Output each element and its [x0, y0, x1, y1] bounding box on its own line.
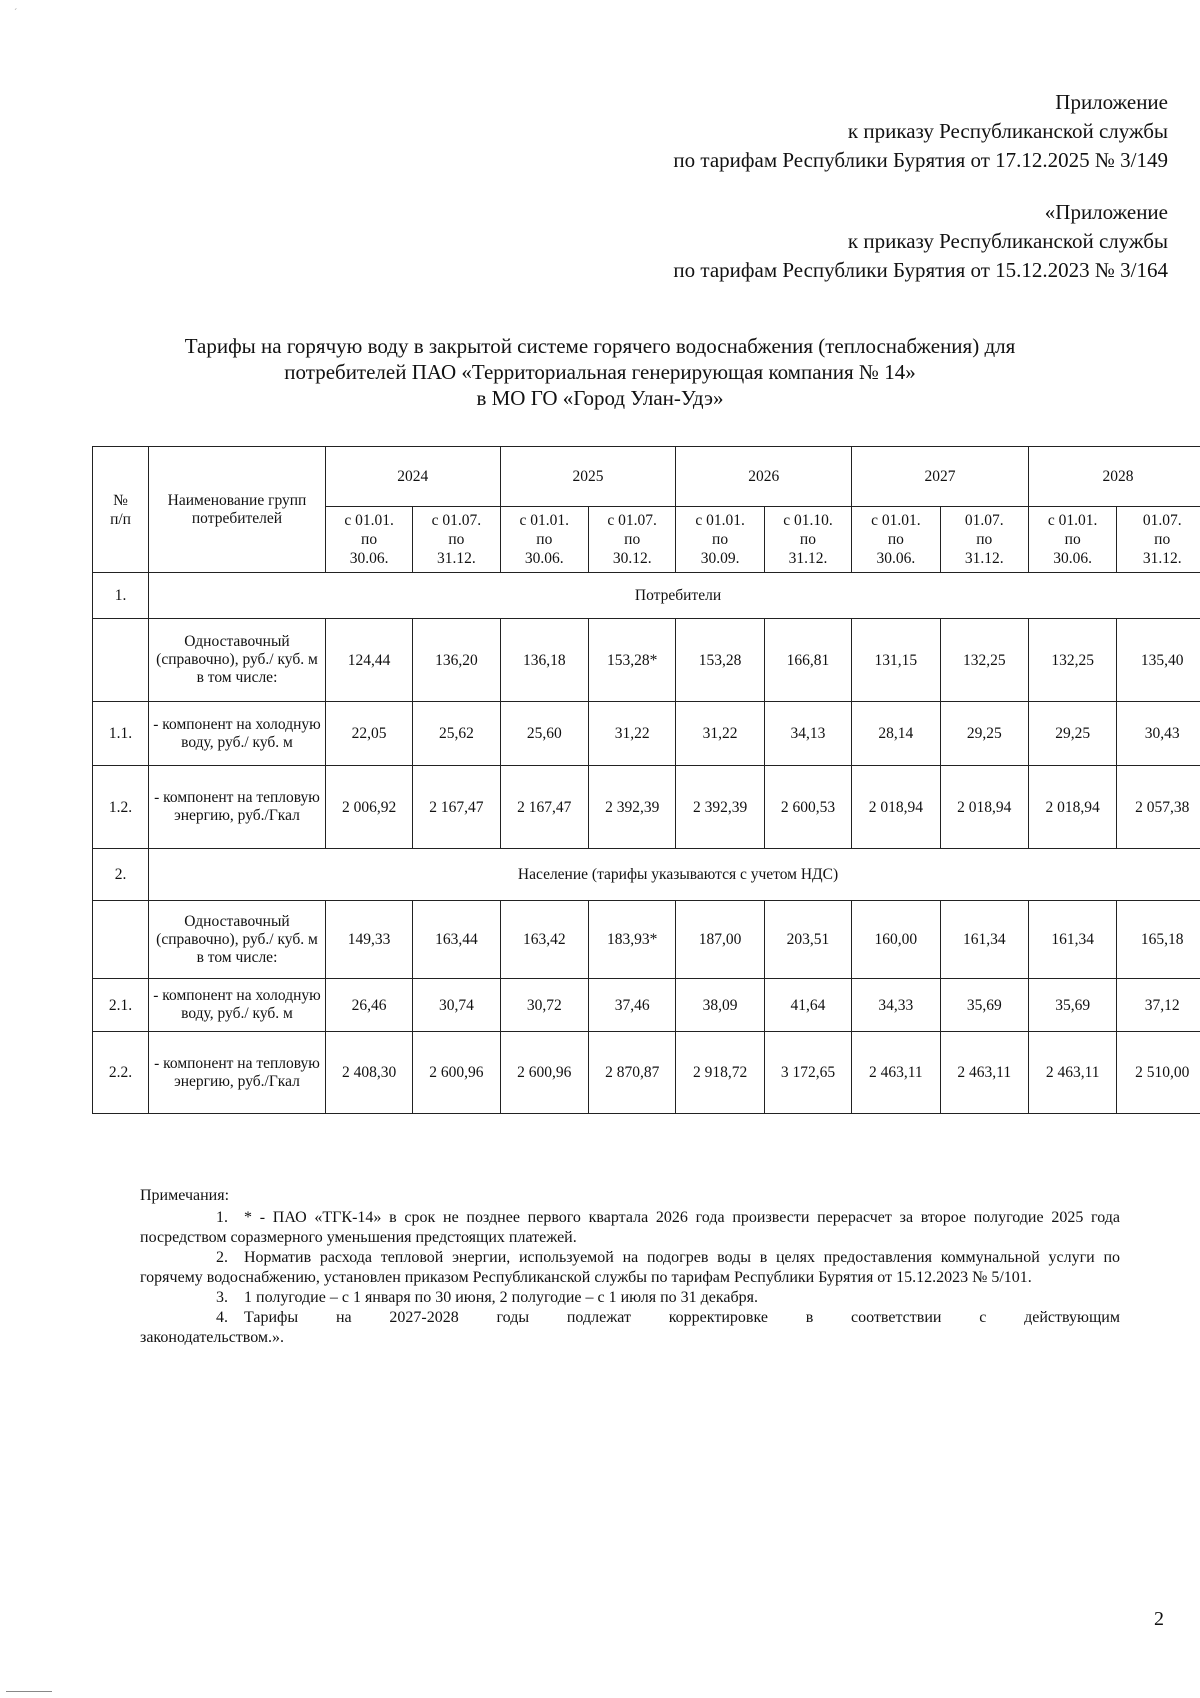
- period-line: по: [448, 531, 465, 548]
- tariff-value: 2 167,47: [413, 766, 500, 849]
- tariff-value: 187,00: [676, 901, 764, 979]
- tariff-value: 35,69: [940, 979, 1028, 1032]
- group-label: Население (тарифы указываются с учетом НДС): [149, 849, 1200, 901]
- tariff-value: 29,25: [1028, 702, 1116, 766]
- year-header: 2026: [676, 447, 852, 507]
- header-line: Приложение: [1055, 90, 1168, 114]
- note-4: 4. Тарифы на 2027-2028 годы подлежат корректировке в соответствии с действующим: [216, 1309, 1120, 1326]
- appendix-header-original: [673, 198, 1168, 285]
- row-number: 1.1.: [93, 702, 149, 766]
- tariff-value: 165,18: [1117, 901, 1200, 979]
- tariff-value: 136,20: [413, 619, 500, 702]
- tariff-value: 2 600,96: [500, 1032, 588, 1114]
- tariff-value: 166,81: [764, 619, 851, 702]
- period-line: по: [976, 531, 993, 548]
- tariff-value: 2 463,11: [940, 1032, 1028, 1114]
- row-name: - компонент на тепловую энергию, руб./Гкал: [149, 766, 326, 849]
- header-line: «Приложение: [1044, 200, 1168, 224]
- notes-section: [140, 1186, 1120, 1348]
- tariff-value: 163,42: [500, 901, 588, 979]
- tariff-value: 2 510,00: [1117, 1032, 1200, 1114]
- period-header: [500, 507, 588, 573]
- header-line: по тарифам Республики Бурятия от 17.12.2025 № 3/149: [673, 148, 1168, 172]
- tariff-value: 2 006,92: [325, 766, 412, 849]
- tariff-value: 160,00: [852, 901, 940, 979]
- row-name: - компонент на холодную воду, руб./ куб. м: [149, 702, 326, 766]
- period-line: с 01.01.: [344, 512, 394, 529]
- tariff-value: 183,93*: [589, 901, 676, 979]
- appendix-header-current: [673, 88, 1168, 175]
- tariff-value: 203,51: [764, 901, 851, 979]
- period-line: с 01.01.: [695, 512, 745, 529]
- period-line: с 01.07.: [607, 512, 657, 529]
- note-4-tail: законодательством.».: [140, 1329, 285, 1346]
- period-line: 31.12.: [964, 550, 1004, 567]
- note-3: 3. 1 полугодие – с 1 января по 30 июня, 2 полугодие – с 1 июля по 31 декабря.: [216, 1289, 759, 1306]
- tariff-value: 2 057,38: [1117, 766, 1200, 849]
- scan-edge-line: [6, 1691, 52, 1692]
- period-line: по: [712, 531, 729, 548]
- row-number: 2.2.: [93, 1032, 149, 1114]
- tariff-value: 29,25: [940, 702, 1028, 766]
- table-row: [93, 979, 1200, 1032]
- period-line: с 01.01.: [871, 512, 921, 529]
- tariff-value: 22,05: [325, 702, 412, 766]
- tariff-value: 41,64: [764, 979, 851, 1032]
- tariff-value: 37,12: [1117, 979, 1200, 1032]
- tariff-value: 2 870,87: [589, 1032, 676, 1114]
- tariff-value: 149,33: [325, 901, 412, 979]
- col-header-number: № п/п: [93, 447, 149, 573]
- period-line: 30.06.: [1053, 550, 1093, 567]
- tariff-value: 31,22: [676, 702, 764, 766]
- tariff-value: 37,46: [589, 979, 676, 1032]
- period-line: 01.07.: [964, 512, 1004, 529]
- period-line: с 01.10.: [783, 512, 833, 529]
- tariff-value: 3 172,65: [764, 1032, 851, 1114]
- tariff-value: 2 167,47: [500, 766, 588, 849]
- period-line: 30.12.: [612, 550, 652, 567]
- title-line: потребителей ПАО «Территориальная генерирующая компания № 14»: [284, 360, 916, 384]
- tariff-value: 25,60: [500, 702, 588, 766]
- row-number: 2.: [93, 849, 149, 901]
- group-row: [93, 849, 1200, 901]
- tariff-value: 163,44: [413, 901, 500, 979]
- period-header: [676, 507, 764, 573]
- page-number: 2: [1154, 1608, 1164, 1630]
- tariff-value: 161,34: [1028, 901, 1116, 979]
- period-line: 31.12.: [788, 550, 828, 567]
- year-header: 2028: [1028, 447, 1200, 507]
- period-line: по: [1154, 531, 1171, 548]
- tariff-value: 135,40: [1117, 619, 1200, 702]
- period-line: с 01.01.: [519, 512, 570, 529]
- period-line: по: [799, 531, 816, 548]
- tariff-value: 153,28: [676, 619, 764, 702]
- tariff-value: 132,25: [1028, 619, 1116, 702]
- note-1: 1. * - ПАО «ТГК-14» в срок не позднее первого квартала 2026 года произвести перерасчет за второе полугодие 2025 года посредством соразмерного уменьшения предстоящих платежей.: [140, 1209, 1120, 1246]
- header-line: к приказу Республиканской службы: [847, 229, 1168, 253]
- table-row: [93, 1032, 1200, 1114]
- table-row: [93, 901, 1200, 979]
- row-number: 1.2.: [93, 766, 149, 849]
- row-number: [93, 619, 149, 702]
- tariff-value: 31,22: [589, 702, 676, 766]
- tariff-value: 2 463,11: [852, 1032, 940, 1114]
- scan-mark: ´: [14, 8, 18, 19]
- row-number: 2.1.: [93, 979, 149, 1032]
- row-name: Одноставочный (справочно), руб./ куб. м в том числе:: [149, 619, 326, 702]
- tariff-value: 30,74: [413, 979, 500, 1032]
- title-line: Тарифы на горячую воду в закрытой системе горячего водоснабжения (теплоснабжения) для: [184, 334, 1016, 358]
- row-number: 1.: [93, 573, 149, 619]
- tariff-value: 2 392,39: [589, 766, 676, 849]
- tariff-value: 132,25: [940, 619, 1028, 702]
- tariff-value: 2 392,39: [676, 766, 764, 849]
- row-name: - компонент на холодную воду, руб./ куб. м: [149, 979, 326, 1032]
- period-line: по: [1064, 531, 1081, 548]
- tariff-value: 38,09: [676, 979, 764, 1032]
- table-row: [93, 619, 1200, 702]
- period-header: [1117, 507, 1200, 573]
- period-line: 30.06.: [524, 550, 564, 567]
- period-line: по: [887, 531, 904, 548]
- tariff-value: 30,43: [1117, 702, 1200, 766]
- title-line: в МО ГО «Город Улан-Удэ»: [476, 386, 724, 410]
- period-header: [1028, 507, 1116, 573]
- tariff-value: 2 600,53: [764, 766, 851, 849]
- tariff-value: 131,15: [852, 619, 940, 702]
- header-line: по тарифам Республики Бурятия от 15.12.2023 № 3/164: [673, 258, 1168, 282]
- period-line: по: [361, 531, 378, 548]
- period-line: по: [624, 531, 641, 548]
- tariff-value: 34,33: [852, 979, 940, 1032]
- document-title: [80, 333, 1120, 411]
- tariff-value: 153,28*: [589, 619, 676, 702]
- group-label: Потребители: [149, 573, 1200, 619]
- tariff-table: [92, 446, 1200, 1114]
- table-row: [93, 702, 1200, 766]
- tariff-value: 2 600,96: [413, 1032, 500, 1114]
- tariff-value: 30,72: [500, 979, 588, 1032]
- tariff-value: 28,14: [852, 702, 940, 766]
- period-header: [764, 507, 851, 573]
- table-row: [93, 766, 1200, 849]
- header-row-years: [93, 447, 1200, 507]
- tariff-value: 35,69: [1028, 979, 1116, 1032]
- header-line: к приказу Республиканской службы: [847, 119, 1168, 143]
- tariff-value: 136,18: [500, 619, 588, 702]
- year-header: 2025: [500, 447, 676, 507]
- period-header: [325, 507, 412, 573]
- tariff-value: 2 408,30: [325, 1032, 412, 1114]
- tariff-value: 2 918,72: [676, 1032, 764, 1114]
- period-line: 01.07.: [1142, 512, 1182, 529]
- notes-label: Примечания:: [140, 1187, 230, 1204]
- row-name: Одноставочный (справочно), руб./ куб. м в том числе:: [149, 901, 326, 979]
- period-line: с 01.01.: [1047, 512, 1098, 529]
- tariff-value: 2 018,94: [1028, 766, 1116, 849]
- period-line: по: [536, 531, 553, 548]
- tariff-value: 161,34: [940, 901, 1028, 979]
- period-line: 31.12.: [1142, 550, 1182, 567]
- row-name: - компонент на тепловую энергию, руб./Гкал: [149, 1032, 326, 1114]
- period-header: [940, 507, 1028, 573]
- tariff-value: 26,46: [325, 979, 412, 1032]
- period-line: 30.06.: [876, 550, 916, 567]
- group-row: [93, 573, 1200, 619]
- year-header: 2024: [325, 447, 500, 507]
- period-header: [852, 507, 940, 573]
- period-header: [589, 507, 676, 573]
- period-line: с 01.07.: [431, 512, 482, 529]
- period-header: [413, 507, 500, 573]
- period-line: 30.06.: [349, 550, 389, 567]
- col-header-name: Наименование групп потребителей: [149, 447, 326, 573]
- tariff-value: 124,44: [325, 619, 412, 702]
- note-2: 2. Норматив расхода тепловой энергии, используемой на подогрев воды в целях предоставления коммунальной услуги по горячему водоснабжению, установлен приказом Республиканской службы по тарифам Республики Бурятия от 15.12.2023 № 5/101.: [140, 1249, 1120, 1286]
- tariff-value: 2 018,94: [852, 766, 940, 849]
- tariff-value: 25,62: [413, 702, 500, 766]
- tariff-value: 2 463,11: [1028, 1032, 1116, 1114]
- year-header: 2027: [852, 447, 1029, 507]
- row-number: [93, 901, 149, 979]
- period-line: 30.09.: [700, 550, 740, 567]
- period-line: 31.12.: [437, 550, 476, 567]
- tariff-value: 34,13: [764, 702, 851, 766]
- tariff-value: 2 018,94: [940, 766, 1028, 849]
